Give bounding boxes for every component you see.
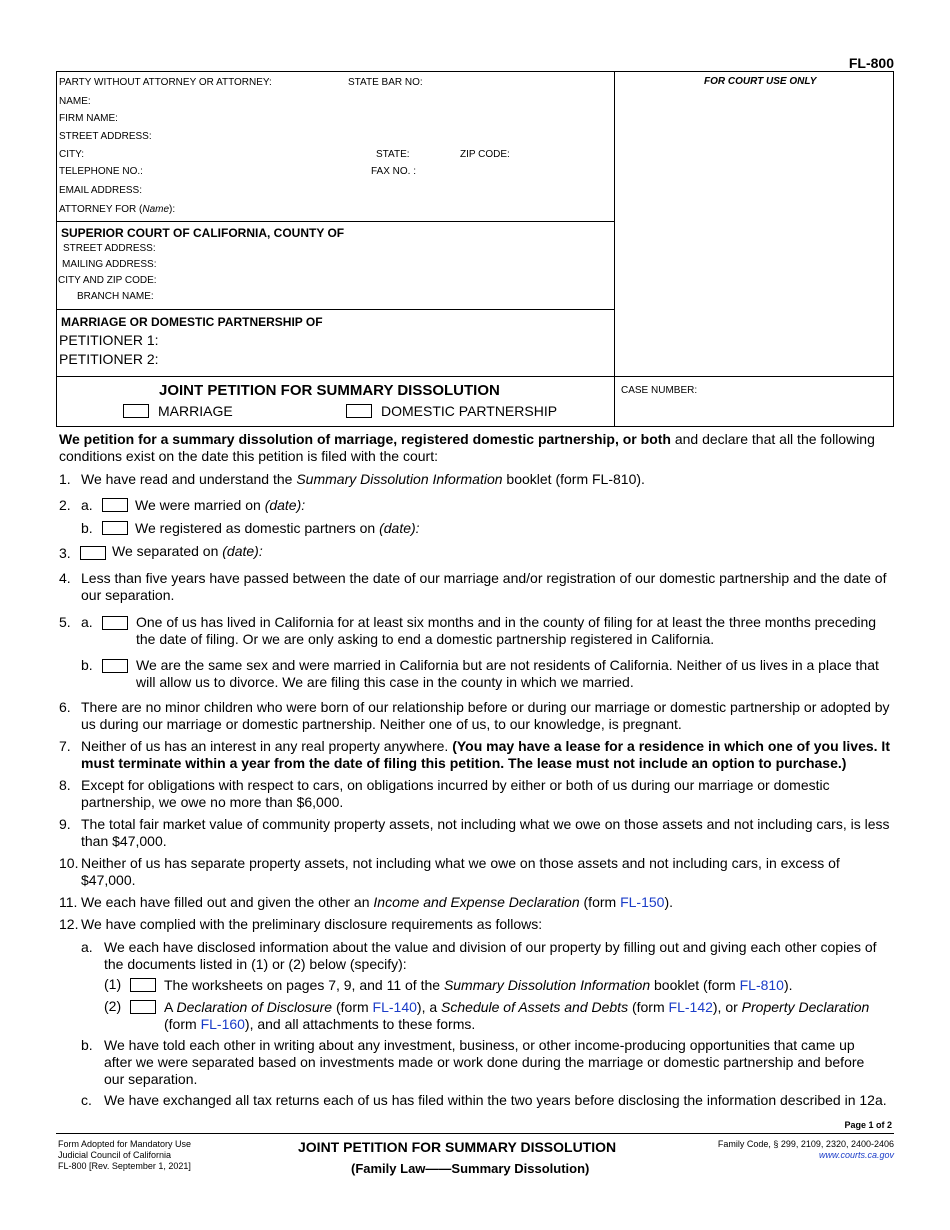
- street-label: STREET ADDRESS:: [59, 131, 152, 142]
- court-city-zip-label: CITY AND ZIP CODE:: [58, 275, 157, 286]
- item-number: 6.: [59, 699, 71, 715]
- item-2a-text: We were married on (date):: [135, 497, 306, 513]
- item-12a1-checkbox[interactable]: [130, 978, 156, 992]
- intro-paragraph: We petition for a summary dissolution of marriage, registered domestic partnership, or both and declare that all the following conditions exist on the date this petition is filed with the court:: [59, 431, 875, 464]
- item-5b-checkbox[interactable]: [102, 659, 128, 673]
- item-5b-label: b.: [81, 657, 93, 673]
- item-6-text: There are no minor children who were born of our relationship before or during our marriage or domestic partnership or adopted by us during our marriage or domestic partnership. Neither one of us, to our knowledge, is pregnant.: [81, 699, 890, 732]
- marriage-option-label: MARRIAGE: [158, 403, 233, 419]
- item-12c-label: c.: [81, 1092, 92, 1108]
- item-12a1-text: The worksheets on pages 7, 9, and 11 of the Summary Dissolution Information booklet (form FL-810).: [164, 977, 793, 993]
- item-2b-text: We registered as domestic partners on (date):: [135, 520, 420, 536]
- item-3-checkbox[interactable]: [80, 546, 106, 560]
- email-label: EMAIL ADDRESS:: [59, 185, 142, 196]
- item-1-text: We have read and understand the Summary Dissolution Information booklet (form FL-810).: [81, 471, 645, 487]
- footer-rule: [56, 1133, 894, 1134]
- party-label: PARTY WITHOUT ATTORNEY OR ATTORNEY:: [59, 77, 272, 88]
- item-12c-text: We have exchanged all tax returns each of us has filed within the two years before disclosing the information described in 12a.: [104, 1092, 887, 1108]
- item-number: 4.: [59, 570, 71, 586]
- fax-label: FAX NO. :: [371, 166, 417, 177]
- item-number: 10.: [59, 855, 79, 871]
- item-4-text: Less than five years have passed between the date of our marriage and/or registration of our domestic partnership and the date of our separation.: [81, 570, 887, 603]
- petitioner2-label: PETITIONER 2:: [59, 351, 159, 367]
- item-number: 3.: [59, 545, 71, 561]
- firm-label: FIRM NAME:: [59, 113, 118, 124]
- fl-140-link[interactable]: FL-140: [372, 999, 417, 1015]
- court-street-label: STREET ADDRESS:: [63, 243, 156, 254]
- court-title: SUPERIOR COURT OF CALIFORNIA, COUNTY OF: [61, 226, 345, 240]
- case-number-label: CASE NUMBER:: [621, 385, 698, 396]
- item-12b-text: We have told each other in writing about any investment, business, or other income-producing opportunities that came up after we were separated based on investments made or work done during the marriage or domestic partnership and before our separation.: [104, 1037, 865, 1087]
- item-number: 1.: [59, 471, 71, 487]
- form-id: FL-800: [848, 55, 894, 71]
- state-bar-label: STATE BAR NO:: [348, 77, 423, 88]
- item-5a-checkbox[interactable]: [102, 616, 128, 630]
- item-2b-label: b.: [81, 520, 93, 536]
- item-7-text: Neither of us has an interest in any real property anywhere. (You may have a lease for a residence in which one of you lives. It must terminate within a year from the date of filing this petition. The lease must not include an option to purchase.): [81, 738, 890, 771]
- item-number: 12.: [59, 916, 79, 932]
- city-label: CITY:: [59, 149, 85, 160]
- fl-810-link[interactable]: FL-810: [739, 977, 784, 993]
- item-5a-text: One of us has lived in California for at least six months and in the county of filing for at least the three months preceding the date of filing. Or we are only asking to end a domestic partnership registered in California.: [136, 614, 877, 647]
- fl-142-link[interactable]: FL-142: [668, 999, 713, 1015]
- item-11-text: We each have filled out and given the other an Income and Expense Declaration (form FL-150).: [81, 894, 673, 910]
- item-12-text: We have complied with the preliminary disclosure requirements as follows:: [81, 916, 543, 932]
- domestic-partnership-option-label: DOMESTIC PARTNERSHIP: [381, 403, 558, 419]
- caption-box: [56, 71, 894, 427]
- item-8-text: Except for obligations with respect to cars, on obligations incurred by either or both of us during our marriage or domestic partnership, we owe no more than $6,000.: [81, 777, 830, 810]
- domestic-partnership-checkbox[interactable]: [346, 404, 372, 418]
- item-12a2-text: A Declaration of Disclosure (form FL-140), a Schedule of Assets and Debts (form FL-142), or Property Declaration (form FL-160), and all attachments to these forms.: [164, 999, 870, 1032]
- item-number: 5.: [59, 614, 71, 630]
- court-mailing-label: MAILING ADDRESS:: [62, 259, 157, 270]
- item-number: 11.: [59, 894, 78, 910]
- item-2b-checkbox[interactable]: [102, 521, 128, 535]
- item-number: 9.: [59, 816, 71, 832]
- petition-title: JOINT PETITION FOR SUMMARY DISSOLUTION: [159, 382, 500, 399]
- divider-court: [56, 221, 614, 222]
- item-number: 8.: [59, 777, 71, 793]
- footer-title: JOINT PETITION FOR SUMMARY DISSOLUTION: [298, 1139, 617, 1155]
- item-12a2-checkbox[interactable]: [130, 1000, 156, 1014]
- fl-160-link[interactable]: FL-160: [200, 1016, 245, 1032]
- court-use-divider: [614, 71, 615, 427]
- divider-petition: [56, 376, 894, 377]
- footer-right: Family Code, § 299, 2109, 2320, 2400-2406 www.courts.ca.gov: [717, 1139, 894, 1160]
- footer-left: Form Adopted for Mandatory Use Judicial Council of California FL-800 [Rev. September 1, 2021]: [58, 1139, 192, 1171]
- item-number: 7.: [59, 738, 71, 754]
- item-12a1-label: (1): [104, 976, 122, 992]
- item-number: 2.: [59, 497, 71, 513]
- item-2a-checkbox[interactable]: [102, 498, 128, 512]
- item-5a-label: a.: [81, 614, 93, 630]
- telephone-label: TELEPHONE NO.:: [59, 166, 143, 177]
- item-12a2-label: (2): [104, 998, 122, 1014]
- item-2a-label: a.: [81, 497, 93, 513]
- item-9-text: The total fair market value of community property assets, not including what we owe on those assets and not including cars, is less than $47,000.: [81, 816, 890, 849]
- marriage-title: MARRIAGE OR DOMESTIC PARTNERSHIP OF: [61, 315, 323, 329]
- marriage-checkbox[interactable]: [123, 404, 149, 418]
- courts-website-link[interactable]: www.courts.ca.gov: [818, 1150, 894, 1160]
- fl-150-link[interactable]: FL-150: [620, 894, 665, 910]
- petitioner1-label: PETITIONER 1:: [59, 332, 159, 348]
- court-branch-label: BRANCH NAME:: [77, 291, 154, 302]
- page-number: Page 1 of 2: [844, 1120, 892, 1130]
- attorney-for-label: ATTORNEY FOR (Name):: [59, 204, 176, 215]
- item-5b-text: We are the same sex and were married in California but are not residents of California. Neither of us lives in a place that will allow us to divorce. We are filing this case in the county in which we married.: [136, 657, 879, 690]
- item-12a-label: a.: [81, 939, 93, 955]
- item-12a-text: We each have disclosed information about the value and division of our property by filling out and giving each other copies of the documents listed in (1) or (2) below (specify):: [104, 939, 877, 972]
- item-3-text: We separated on (date):: [112, 543, 263, 559]
- item-10-text: Neither of us has separate property assets, not including what we owe on those assets and not including cars, in excess of $47,000.: [81, 855, 840, 888]
- divider-marriage: [56, 309, 614, 310]
- zip-label: ZIP CODE:: [460, 149, 510, 160]
- footer-subtitle: (Family Law——Summary Dissolution): [351, 1161, 590, 1176]
- item-12b-label: b.: [81, 1037, 93, 1053]
- name-label: NAME:: [59, 96, 91, 107]
- state-label: STATE:: [376, 149, 410, 160]
- court-use-label: FOR COURT USE ONLY: [704, 76, 817, 87]
